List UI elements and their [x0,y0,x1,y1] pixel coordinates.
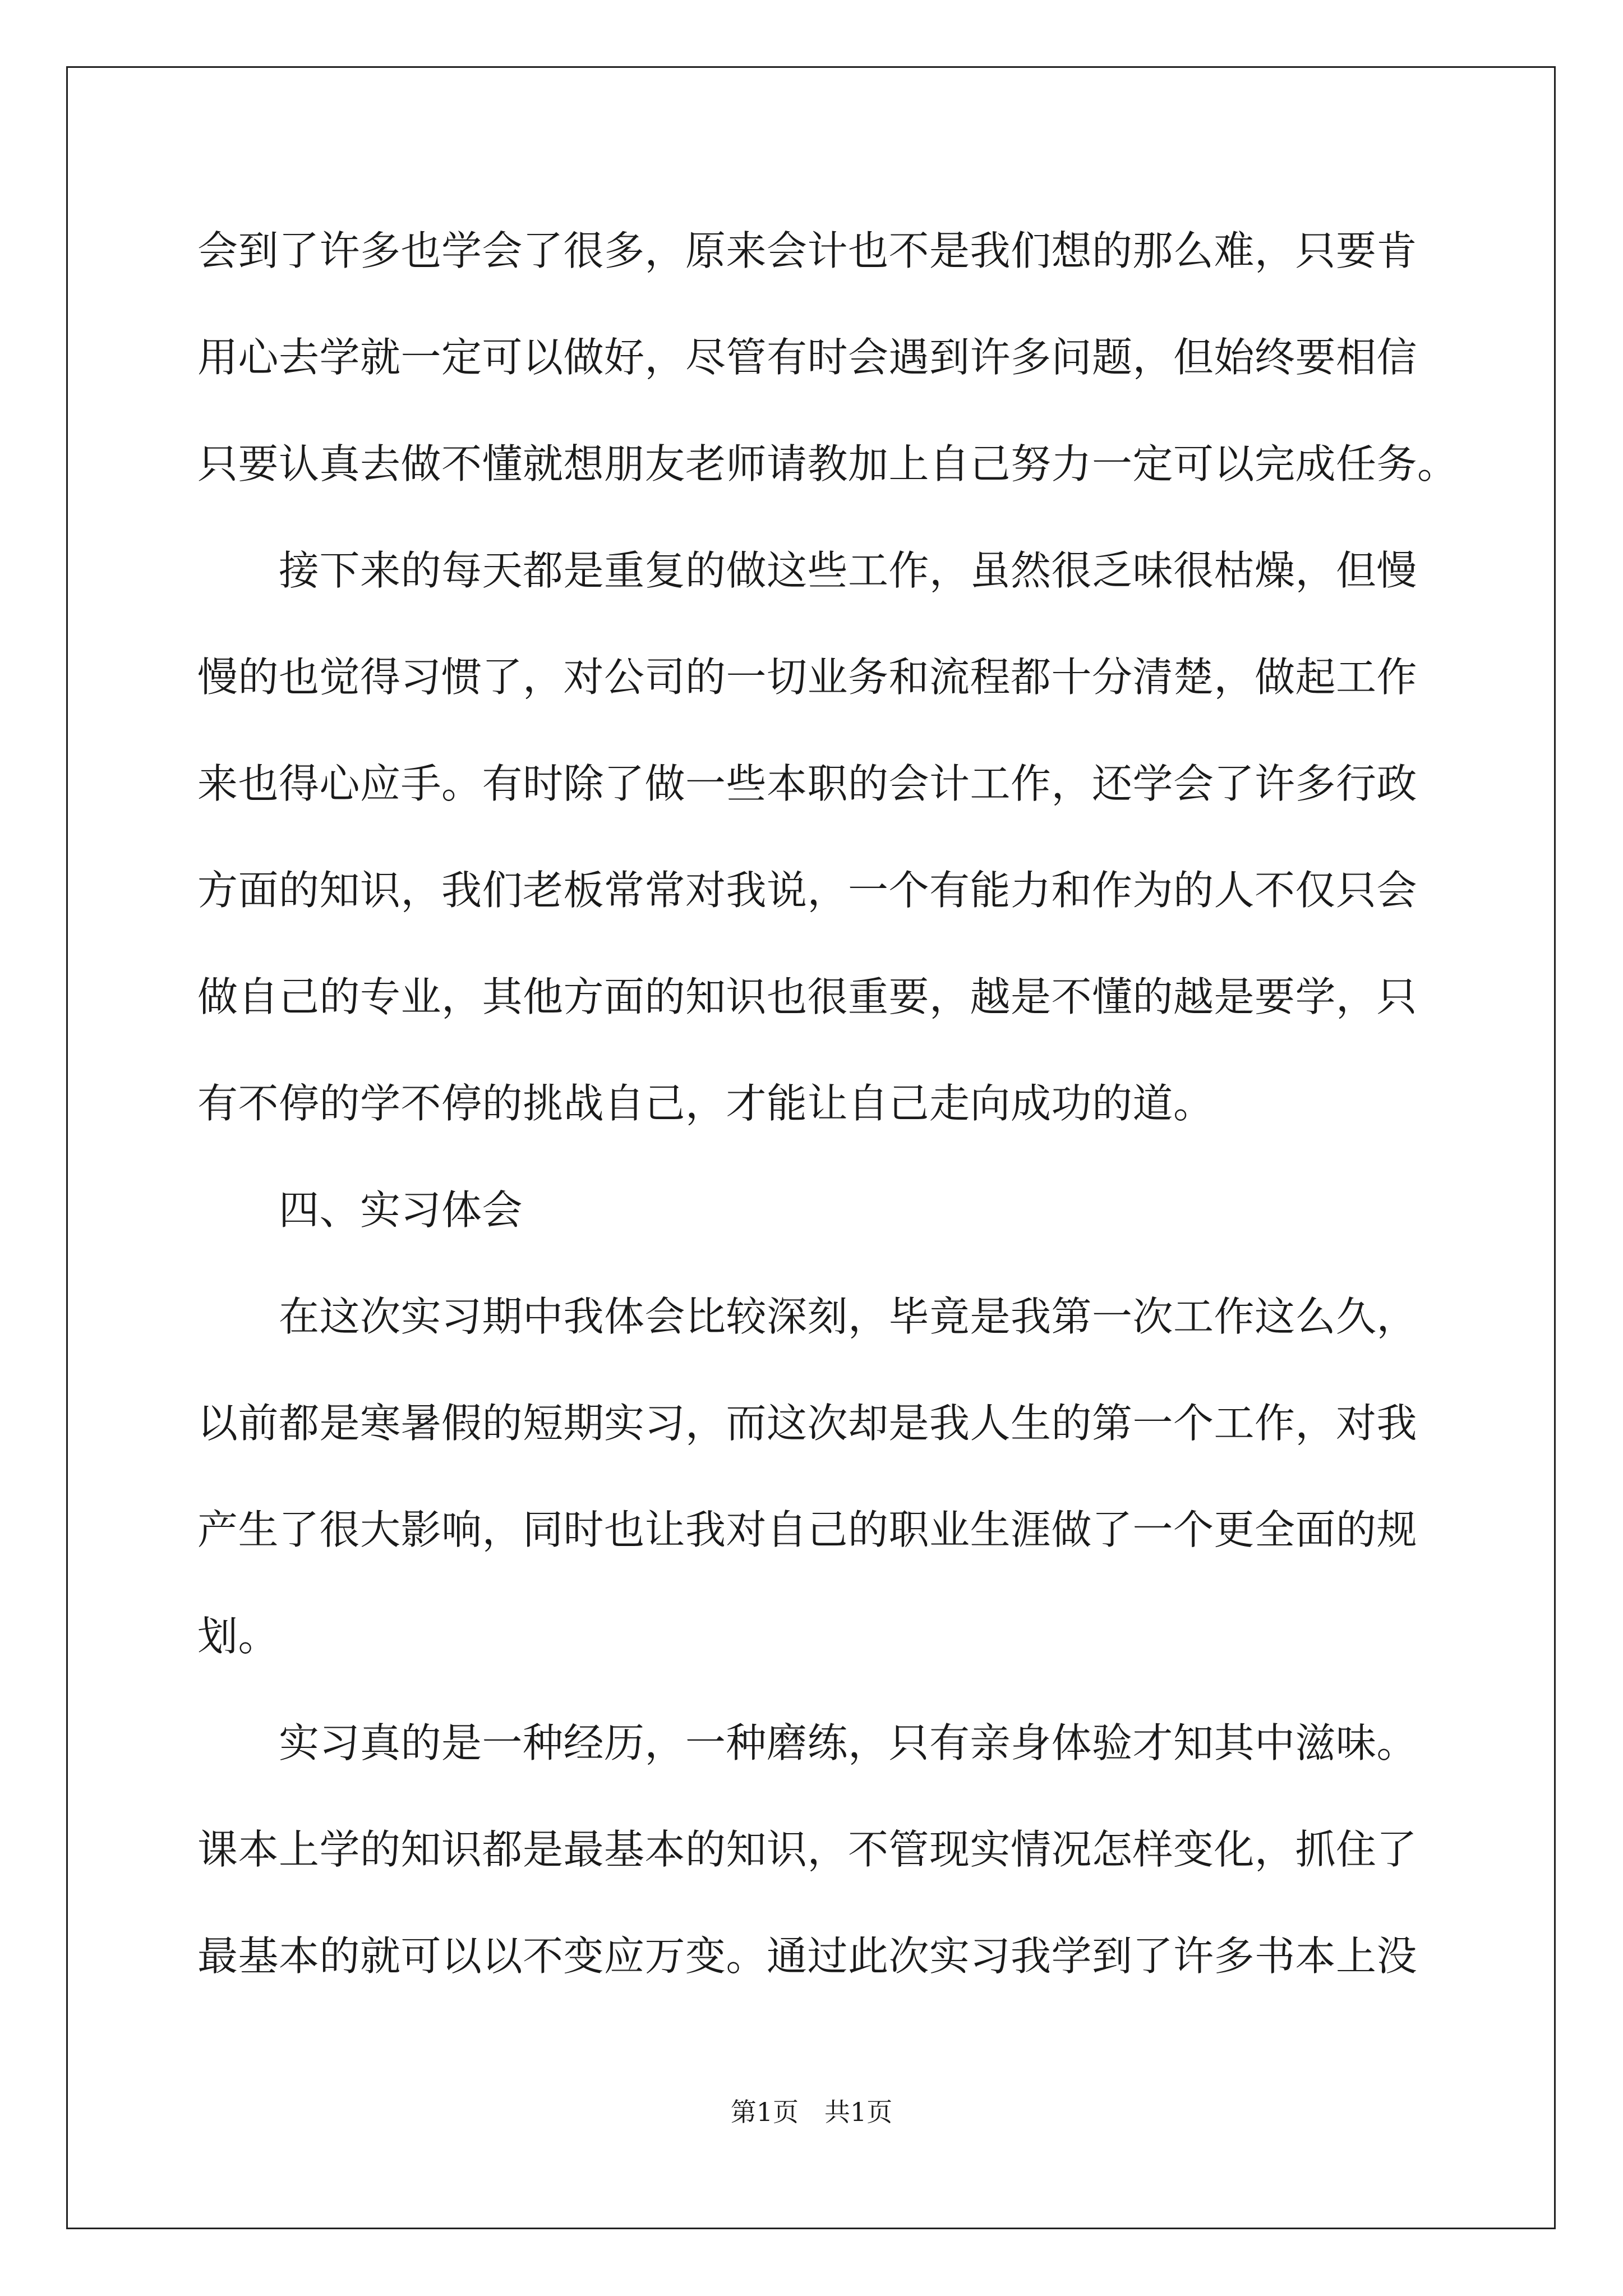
text-line-5: 慢的也觉得习惯了，对公司的一切业务和流程都十分清楚，做起工作 [197,654,1418,701]
page-number-footer: 第1页 共1页 [730,2097,893,2127]
section-heading: 四、实习体会 [197,1186,523,1234]
text-line-1: 会到了许多也学会了很多，原来会计也不是我们想的那么难，只要肯 [197,227,1418,274]
text-line-13: 产生了很大影响，同时也让我对自己的职业生涯做了一个更全面的规 [197,1506,1418,1553]
text-line-11: 在这次实习期中我体会比较深刻，毕竟是我第一次工作这么久， [197,1293,1418,1340]
text-line-16: 课本上学的知识都是最基本的知识，不管现实情况怎样变化，抓住了 [197,1826,1418,1873]
text-line-9: 有不停的学不停的挑战自己，才能让自己走向成功的道。 [197,1080,1214,1127]
text-line-3: 只要认真去做不懂就想朋友老师请教加上自己努力一定可以完成任务。 [197,440,1458,487]
text-line-7: 方面的知识，我们老板常常对我说，一个有能力和作为的人不仅只会 [197,867,1418,914]
text-line-17: 最基本的就可以以不变应万变。通过此次实习我学到了许多书本上没 [197,1932,1418,1980]
text-line-4: 接下来的每天都是重复的做这些工作，虽然很乏味很枯燥，但慢 [197,547,1418,594]
text-line-8: 做自己的专业，其他方面的知识也很重要，越是不懂的越是要学，只 [197,973,1418,1020]
text-line-14: 划。 [197,1613,279,1660]
text-line-15: 实习真的是一种经历，一种磨练，只有亲身体验才知其中滋味。 [197,1719,1418,1766]
text-line-6: 来也得心应手。有时除了做一些本职的会计工作，还学会了许多行政 [197,760,1418,807]
text-line-12: 以前都是寒暑假的短期实习，而这次却是我人生的第一个工作，对我 [197,1400,1418,1447]
text-line-2: 用心去学就一定可以做好，尽管有时会遇到许多问题，但始终要相信 [197,334,1418,381]
